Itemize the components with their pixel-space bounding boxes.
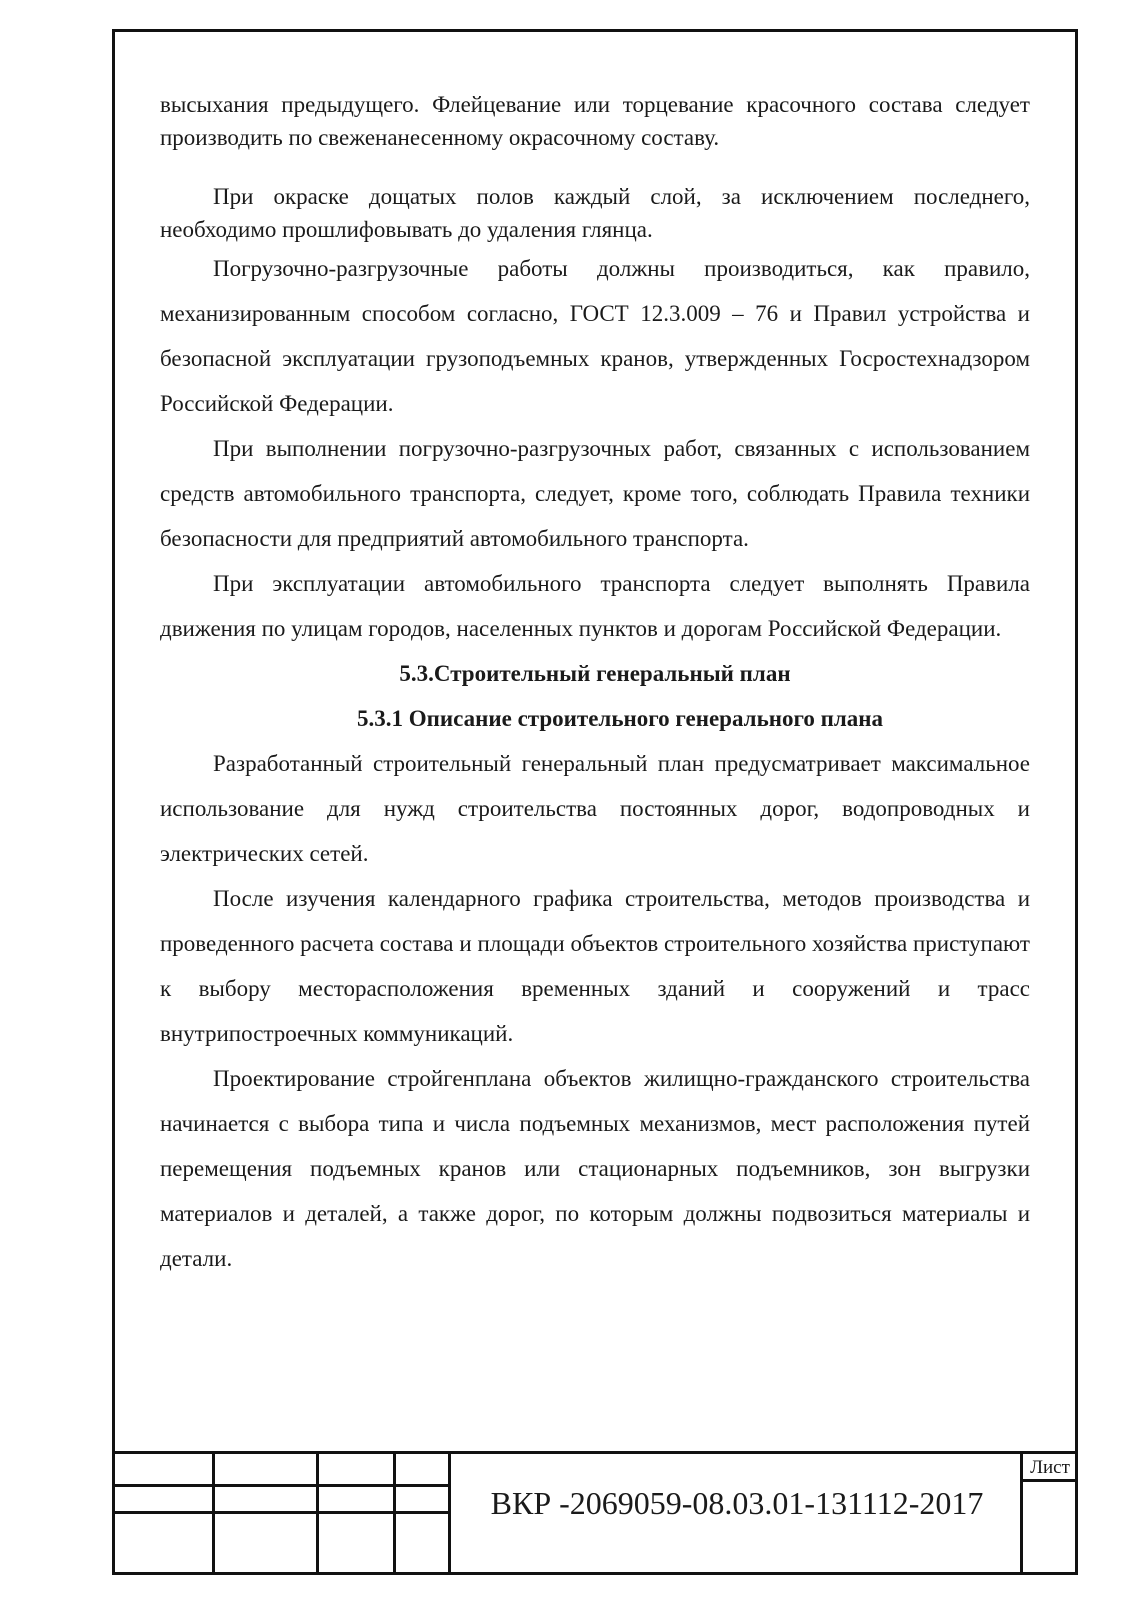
paragraph-temporary-buildings: После изучения календарного графика строительства, методов производства и проведенного расчета состава и площади объектов строительного хозяйства приступают к выбору месторасположения временных зданий и сооружений и трасс внутрипостроечных коммуникаций. [160,886,1030,1046]
paragraph-floor-painting: При окраске дощатых полов каждый слой, за исключением последнего, необходимо прошлифовывать до удаления глянца. [160,184,1030,242]
document-code: ВКР -2069059-08.03.01-131112-2017 [490,1485,984,1521]
paragraph-site-plan: Разработанный строительный генеральный план предусматривает максимальное использование для нужд строительства постоянных дорог, водопроводных и электрических сетей. [160,751,1030,866]
title-block-row-line [112,1484,450,1487]
title-block-top-line [112,1451,1078,1454]
paragraph-traffic-rules: При эксплуатации автомобильного транспорта следует выполнять Правила движения по улицам городов, населенных пунктов и дорогам Российской Федерации. [160,571,1030,641]
paragraph-drying: высыхания предыдущего. Флейцевание или торцевание красочного состава следует производить по свеженанесенному окрасочному составу. [160,92,1030,150]
sheet-label: Лист [1030,1457,1070,1478]
title-block-column-line [448,1451,451,1575]
title-block-column-line [212,1451,215,1575]
subsection-heading: 5.3.1 Описание строительного генерального плана [356,706,884,731]
title-block [112,1451,1078,1575]
paragraph-vehicle-transport: При выполнении погрузочно-разгрузочных работ, связанных с использованием средств автомобильного транспорта, следует, кроме того, соблюдать Правила техники безопасности для предприятий автомобильного транспорта. [160,436,1030,551]
title-block-row-line [112,1511,450,1514]
section-heading: 5.3.Строительный генеральный план [399,661,791,686]
document-body [160,88,1030,1281]
paragraph-loading-works: Погрузочно-разгрузочные работы должны производиться, как правило, механизированным способом согласно, ГОСТ 12.3.009 – 76 и Правил устройства и безопасной эксплуатации грузоподъемных кранов, утвержденных Госростехнадзором Российской Федерации. [160,256,1030,416]
paragraph-gap [160,154,1030,180]
title-block-column-line [393,1451,396,1575]
paragraph-lifting-mechanisms: Проектирование стройгенплана объектов жилищно-гражданского строительства начинается с выбора типа и числа подъемных механизмов, мест расположения путей перемещения подъемных кранов или стационарных подъемников, зон выгрузки материалов и деталей, а также дорог, по которым должны подвозиться материалы и детали. [160,1066,1030,1271]
title-block-column-line [316,1451,319,1575]
